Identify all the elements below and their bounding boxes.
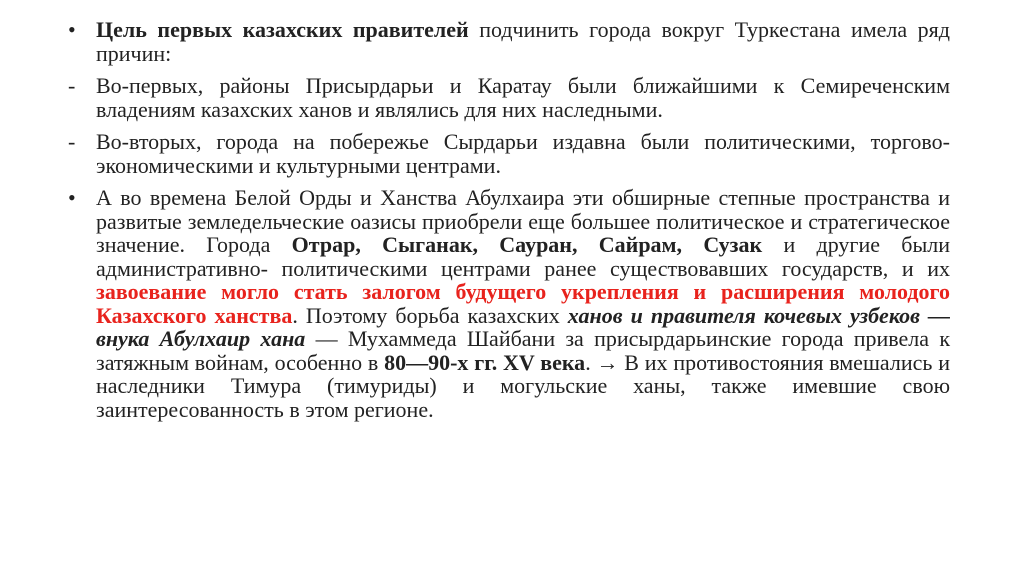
cities-bold: Отрар, Сыганак, Сауран, Сайрам, Сузак (291, 232, 763, 257)
conquest-highlight: завоевание могло стать залогом будущего укрепления и расширения молодого Казахского ханства (96, 279, 950, 328)
history-text-2: и другие были административно- политическими центрами ранее существовавших государств, и их (96, 232, 950, 281)
text-body (68, 18, 950, 430)
paragraph-history (68, 186, 950, 421)
century-bold: 80—90-х гг. XV века (384, 349, 586, 375)
khans-bold-italic: ханов и правителя кочевых узбеков — внука Абулхаир хана (96, 302, 951, 351)
paragraph-second-reason (68, 130, 950, 177)
bullet-marker: • (68, 17, 76, 42)
dash-marker: - (68, 129, 76, 154)
bullet-marker: • (68, 185, 76, 210)
goal-bold-lead: Цель первых казахских правителей (96, 17, 469, 42)
history-text-5: . → В их противостояния вмешались и наследники Тимура (тимуриды) и могульские ханы, также имевшие свою заинтересованность в этом регионе. (96, 349, 950, 422)
first-reason-text: Во-первых, районы Присырдарьи и Каратау были ближайшими к Семиреченским владениям казахских ханов и являлись для них наследными. (96, 73, 950, 122)
history-text-1: А во времена Белой Орды и Ханства Абулхаира эти обширные степные пространства и развитые земледельческие оазисы приобрели еще большее политическое и стратегическое значение. Города (96, 185, 950, 257)
paragraph-first-reason (68, 74, 950, 121)
dash-marker: - (68, 73, 76, 98)
history-text-3: . Поэтому борьба казахских (292, 302, 568, 328)
second-reason-text: Во-вторых, города на побережье Сырдарьи издавна были политическими, торгово-экономическими и культурными центрами. (96, 129, 950, 178)
history-text-4: — Мухаммеда Шайбани за присырдарьинские города привела к затяжным войнам, особенно в (96, 326, 951, 375)
goal-text: подчинить города вокруг Туркестана имела ряд причин: (96, 17, 950, 66)
paragraph-goal (68, 18, 950, 65)
